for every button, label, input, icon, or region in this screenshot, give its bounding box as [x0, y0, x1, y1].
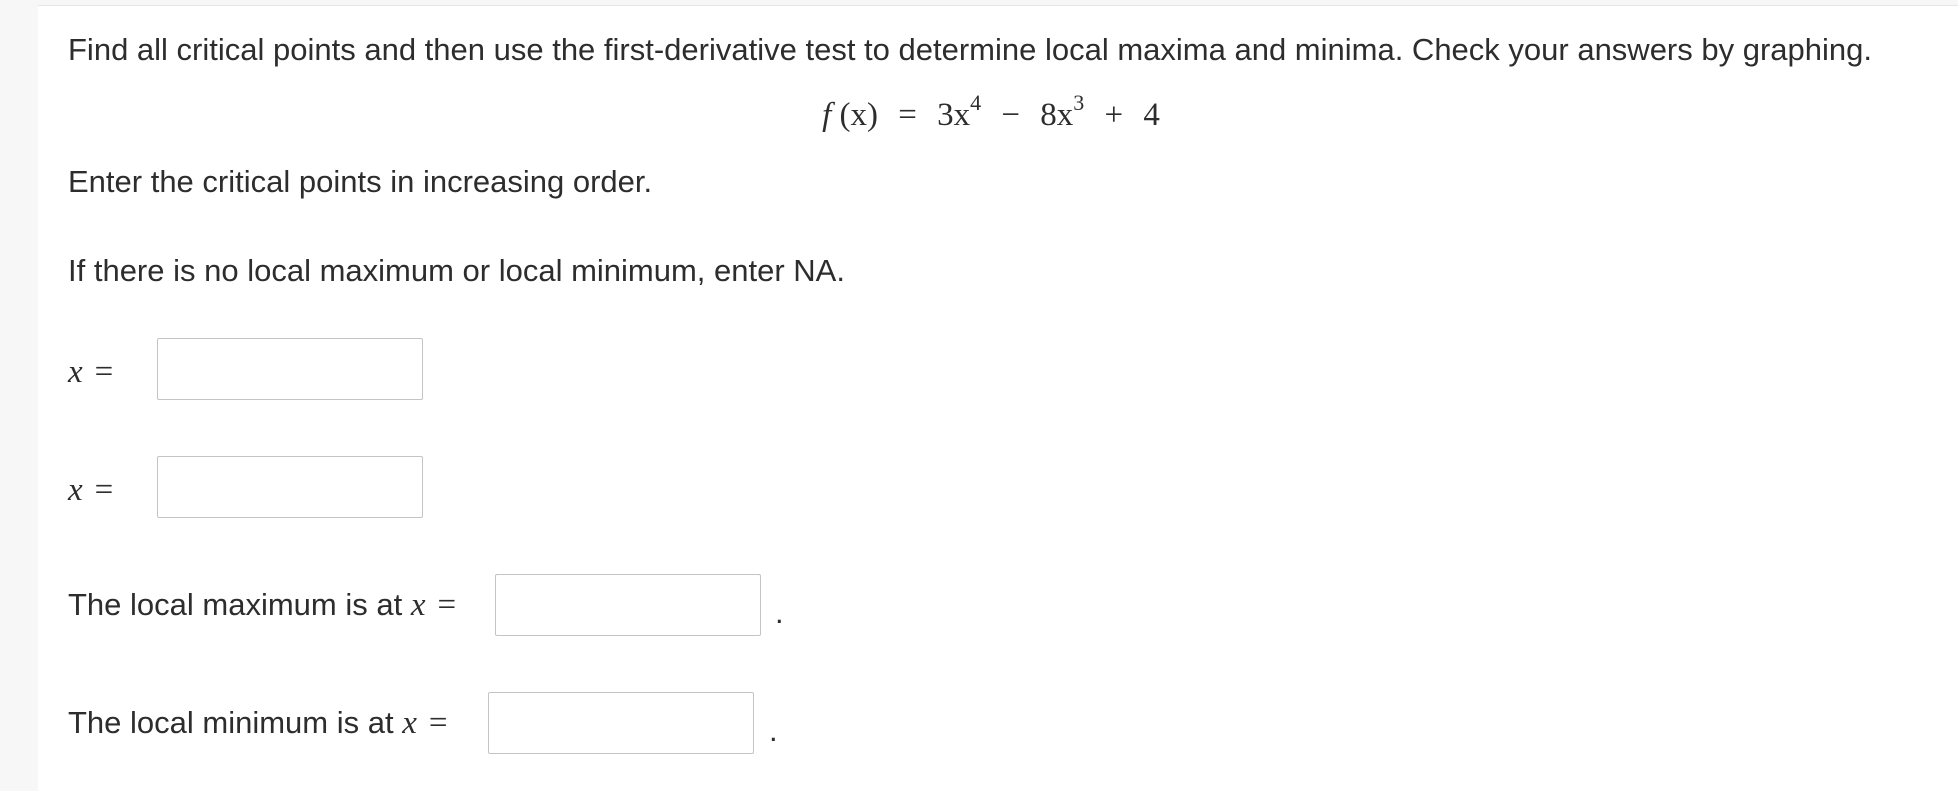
critical-point-1-input[interactable]: [157, 338, 423, 400]
local-min-label: [68, 703, 448, 743]
equation-term1: 3x: [937, 97, 971, 133]
critical-point-1-label: [68, 352, 113, 392]
critical-point-2-var: x: [68, 472, 83, 508]
equation-minus: −: [1001, 97, 1021, 133]
local-max-var: x: [410, 587, 426, 623]
question-card: [38, 5, 1958, 791]
instruction-na: If there is no local maximum or local minimum, enter NA.: [68, 253, 845, 288]
local-min-text: The local minimum is at: [68, 705, 394, 740]
critical-point-2-equals: =: [94, 472, 114, 508]
equation-constant: 4: [1143, 97, 1160, 133]
equation-equals: =: [898, 97, 917, 133]
function-equation: [38, 90, 1944, 135]
question-prompt: Find all critical points and then use the first-derivative test to determine local maxima and minima. Check your answers by graphing.: [68, 32, 1872, 67]
local-max-text: The local maximum is at: [68, 587, 403, 622]
local-min-input[interactable]: [488, 692, 754, 754]
equation-function-arg: (x): [839, 97, 879, 133]
equation-function-name: f: [822, 97, 832, 133]
local-max-label: [68, 585, 456, 625]
critical-point-1-equals: =: [94, 354, 114, 390]
local-max-input[interactable]: [495, 574, 761, 636]
critical-point-1-var: x: [68, 354, 83, 390]
critical-point-2-input[interactable]: [157, 456, 423, 518]
equation-term2-exponent: 3: [1073, 90, 1085, 115]
equation-term2: 8x: [1040, 97, 1074, 133]
local-min-var: x: [402, 705, 417, 741]
equation-plus: +: [1104, 97, 1124, 133]
critical-point-2-label: [68, 470, 113, 510]
local-min-period: .: [769, 713, 778, 748]
local-max-equals: =: [437, 587, 457, 623]
local-min-equals: =: [428, 705, 448, 741]
local-max-period: .: [775, 595, 784, 630]
equation-term1-exponent: 4: [970, 90, 982, 115]
instruction-order: Enter the critical points in increasing order.: [68, 164, 653, 199]
